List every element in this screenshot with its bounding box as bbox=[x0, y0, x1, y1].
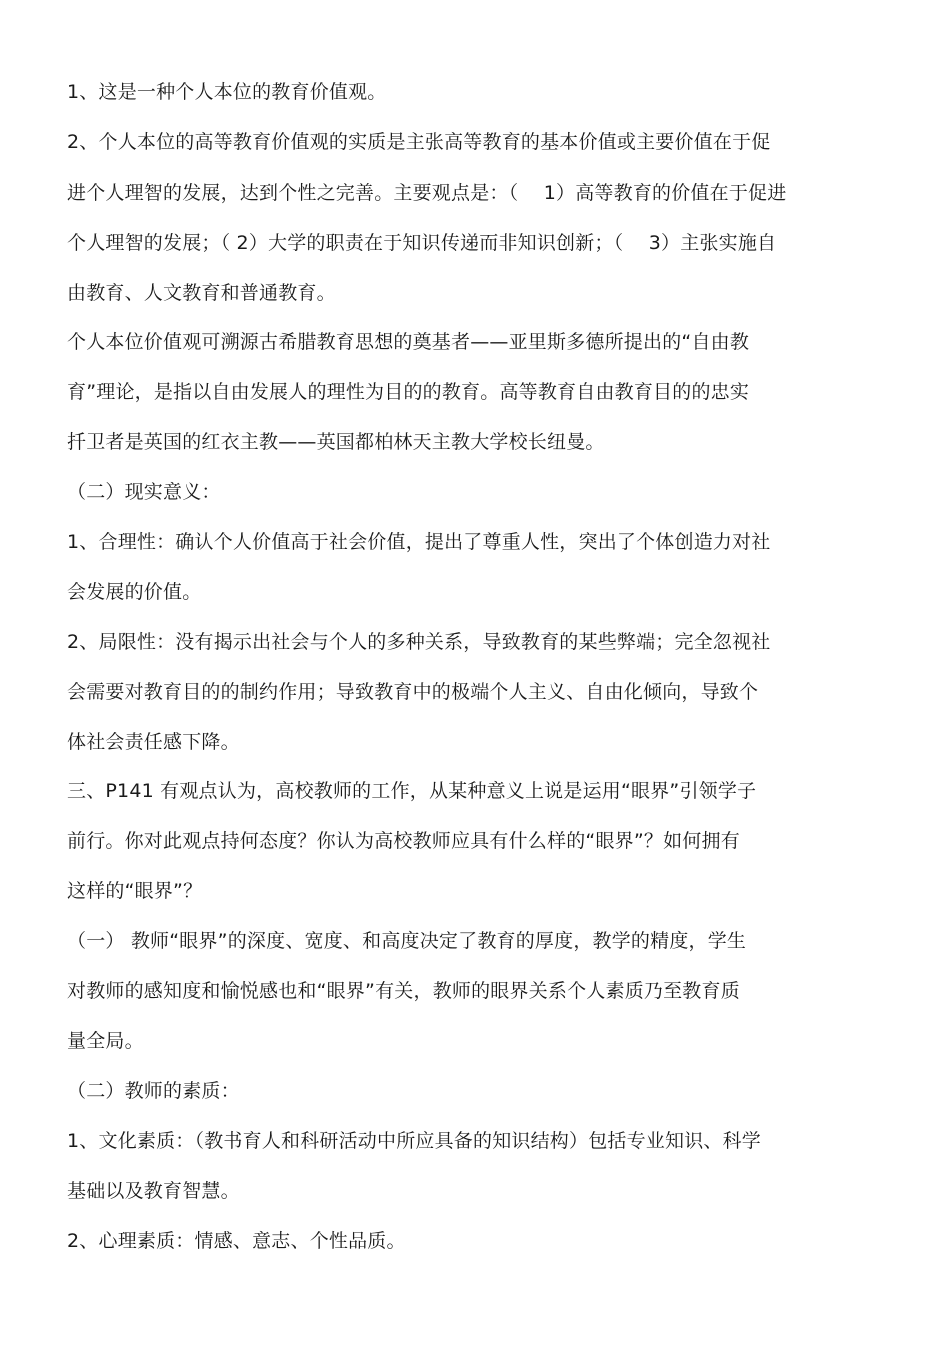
question-line: 这样的“眼界”？ bbox=[67, 880, 203, 902]
text-line: 育”理论，是指以自由发展人的理性为目的的教育。高等教育自由教育目的的忠实 bbox=[67, 381, 750, 403]
text-line: 基础以及教育智慧。 bbox=[67, 1180, 240, 1202]
text-line: 量全局。 bbox=[67, 1030, 144, 1052]
section-heading: （二）现实意义： bbox=[67, 481, 221, 503]
text-line: 会需要对教育目的的制约作用；导致教育中的极端个人主义、自由化倾向，导致个 bbox=[67, 681, 759, 703]
text-line: 会发展的价值。 bbox=[67, 581, 202, 603]
text-line: 进个人理智的发展，达到个性之完善。主要观点是：（ 1）高等教育的价值在于促进 bbox=[67, 182, 787, 204]
section-heading: （二）教师的素质： bbox=[67, 1080, 240, 1102]
text-line: 对教师的感知度和愉悦感也和“眼界”有关，教师的眼界关系个人素质乃至教育质 bbox=[67, 980, 740, 1002]
question-line: 前行。你对此观点持何态度？你认为高校教师应具有什么样的“眼界”？如何拥有 bbox=[67, 830, 740, 852]
text-line: 扦卫者是英国的红衣主教——英国都柏林天主教大学校长纽曼。 bbox=[67, 431, 605, 453]
text-line: 2、局限性：没有揭示出社会与个人的多种关系，导致教育的某些弊端；完全忽视社 bbox=[67, 631, 771, 653]
question-line: 三、P141 有观点认为，高校教师的工作，从某种意义上说是运用“眼界”引领学子 bbox=[67, 780, 757, 802]
text-line: 由教育、人文教育和普通教育。 bbox=[67, 282, 336, 304]
text-line: 体社会责任感下降。 bbox=[67, 731, 240, 753]
text-line: 2、个人本位的高等教育价值观的实质是主张高等教育的基本价值或主要价值在于促 bbox=[67, 131, 771, 153]
text-line: 1、这是一种个人本位的教育价值观。 bbox=[67, 81, 387, 103]
text-line: 个人理智的发展；（ 2）大学的职责在于知识传递而非知识创新；（ 3）主张实施自 bbox=[67, 232, 777, 254]
text-line: 个人本位价值观可溯源古希腊教育思想的奠基者——亚里斯多德所提出的“自由教 bbox=[67, 331, 750, 353]
text-line: 2、心理素质：情感、意志、个性品质。 bbox=[67, 1230, 406, 1252]
text-line: 1、文化素质：（教书育人和科研活动中所应具备的知识结构）包括专业知识、科学 bbox=[67, 1130, 761, 1152]
text-line: （一） 教师“眼界”的深度、宽度、和高度决定了教育的厚度，教学的精度，学生 bbox=[67, 930, 747, 952]
text-line: 1、合理性：确认个人价值高于社会价值，提出了尊重人性，突出了个体创造力对社 bbox=[67, 531, 771, 553]
